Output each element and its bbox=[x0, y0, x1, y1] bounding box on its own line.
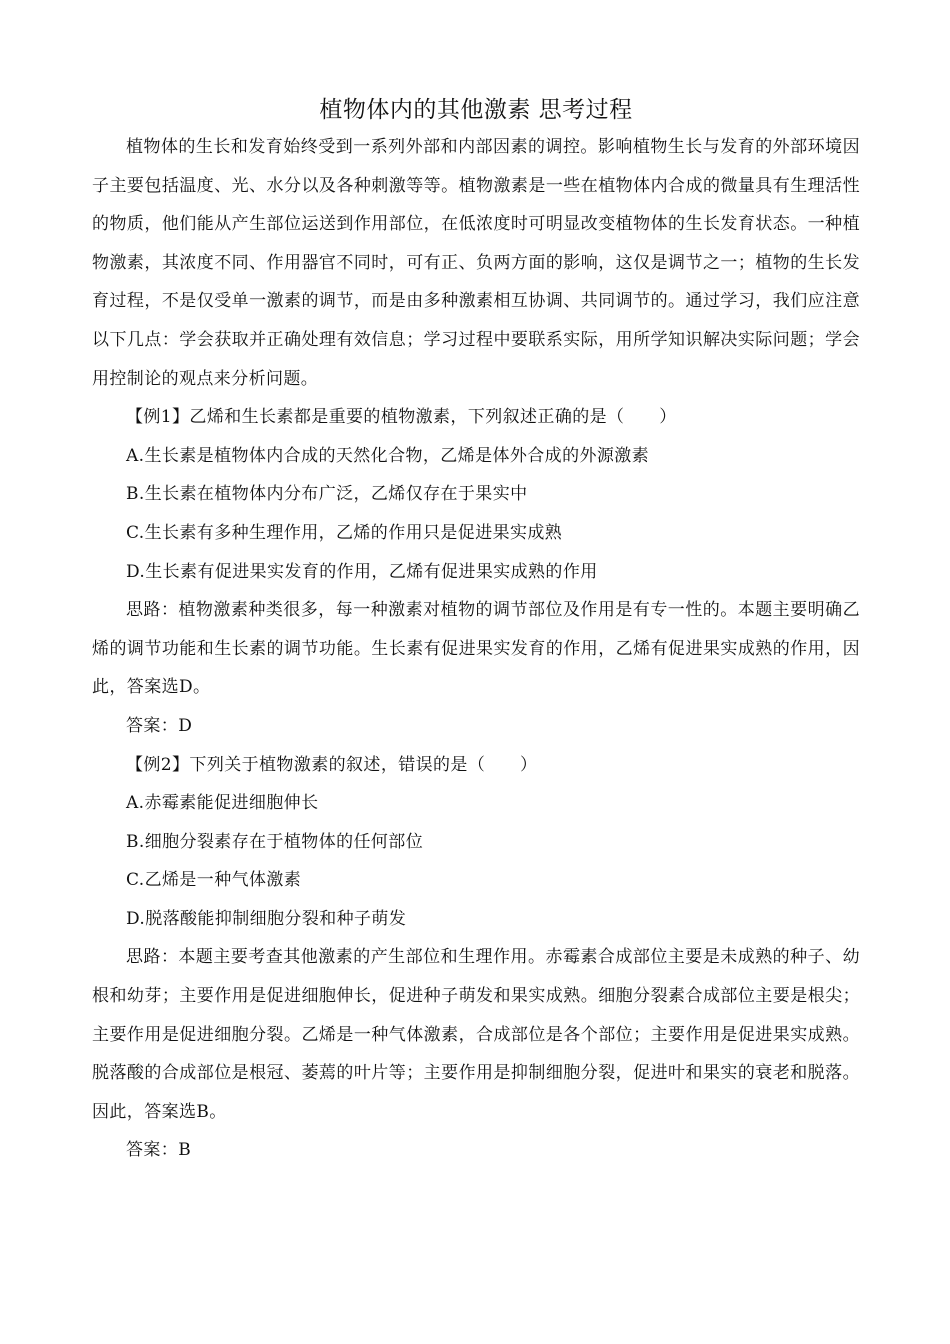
example2-option-d: D.脱落酸能抑制细胞分裂和种子萌发 bbox=[126, 908, 407, 929]
document-page bbox=[92, 92, 860, 1170]
intro-paragraph: 植物体的生长和发育始终受到一系列外部和内部因素的调控。影响植物生长与发育的外部环境因子主要包括温度、光、水分以及各种刺激等等。植物激素是一些在植物体内合成的微量具有生理活性的物质，他们能从产生部位运送到作用部位，在低浓度时可明显改变植物体的生长发育状态。一种植物激素，其浓度不同、作用器官不同时，可有正、负两方面的影响，这仅是调节之一；植物的生长发育过程，不是仅受单一激素的调节，而是由多种激素相互协调、共同调节的。通过学习，我们应注意以下几点：学会获取并正确处理有效信息；学习过程中要联系实际，用所学知识解决实际问题；学会用控制论的观点来分析问题。 bbox=[92, 137, 860, 389]
example1-option-d: D.生长素有促进果实发育的作用，乙烯有促进果实成熟的作用 bbox=[126, 561, 598, 582]
example2-option-c: C.乙烯是一种气体激素 bbox=[126, 870, 302, 891]
example1-analysis: 思路：植物激素种类很多，每一种激素对植物的调节部位及作用是有专一性的。本题主要明确乙烯的调节功能和生长素的调节功能。生长素有促进果实发育的作用，乙烯有促进果实成熟的作用，因此，答案选D。 bbox=[92, 600, 860, 698]
example1-option-c: C.生长素有多种生理作用，乙烯的作用只是促进果实成熟 bbox=[126, 522, 563, 543]
document-title: 植物体内的其他激素 思考过程 bbox=[319, 97, 633, 123]
example2-option-b: B.细胞分裂素存在于植物体的任何部位 bbox=[126, 831, 424, 852]
example1-question: 【例1】乙烯和生长素都是重要的植物激素，下列叙述正确的是（ ） bbox=[126, 407, 677, 428]
example1-option-b: B.生长素在植物体内分布广泛，乙烯仅存在于果实中 bbox=[126, 484, 528, 505]
example2-option-a: A.赤霉素能促进细胞伸长 bbox=[126, 793, 319, 814]
example1-answer: 答案：D bbox=[126, 715, 193, 736]
example2-answer: 答案：B bbox=[126, 1140, 192, 1161]
example2-question: 【例2】下列关于植物激素的叙述，错误的是（ ） bbox=[126, 754, 538, 775]
example2-analysis: 思路：本题主要考查其他激素的产生部位和生理作用。赤霉素合成部位主要是未成熟的种子、幼根和幼芽；主要作用是促进细胞伸长，促进种子萌发和果实成熟。细胞分裂素合成部位主要是根尖；主要作用是促进细胞分裂。乙烯是一种气体激素，合成部位是各个部位；主要作用是促进果实成熟。脱落酸的合成部位是根冠、萎蔫的叶片等；主要作用是抑制细胞分裂，促进叶和果实的衰老和脱落。因此，答案选B。 bbox=[92, 947, 860, 1122]
example1-option-a: A.生长素是植物体内合成的天然化合物，乙烯是体外合成的外源激素 bbox=[126, 445, 650, 466]
